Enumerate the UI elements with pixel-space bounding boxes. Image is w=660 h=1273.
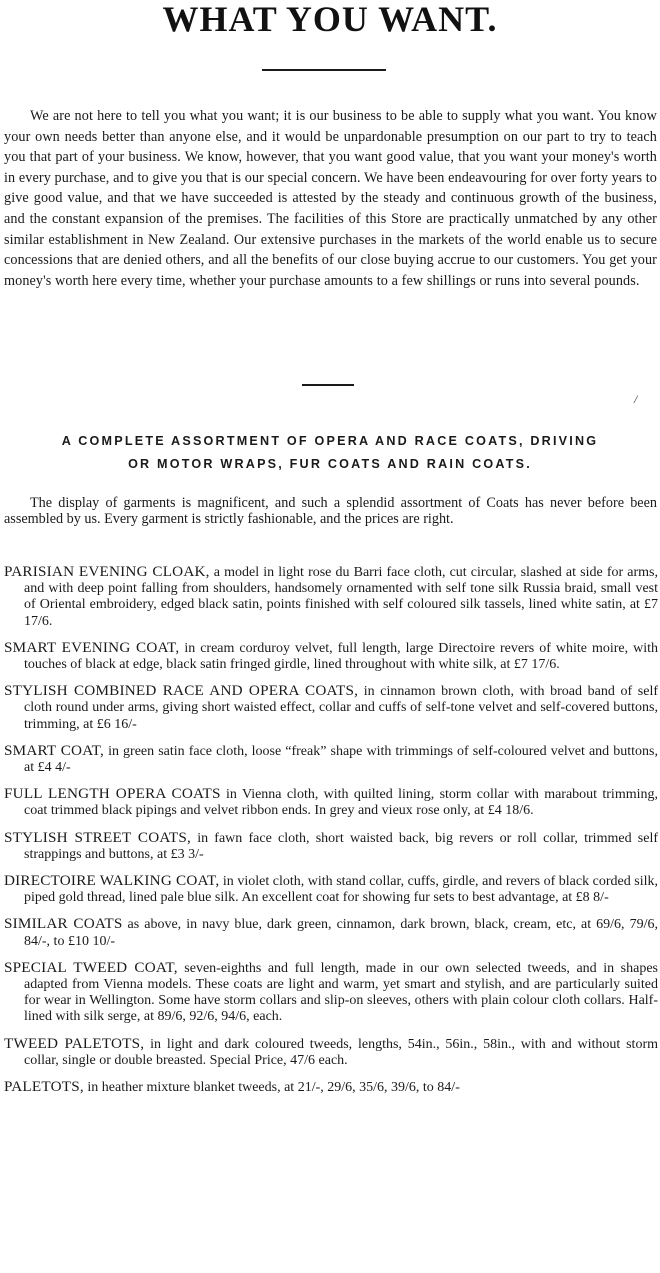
item-description: in Vienna cloth, with quilted lining, storm collar with marabout trimming, coat trimmed black pipings and velvet ribbon ends. In grey and vieux rose only, at £4 18/6.: [24, 787, 658, 819]
item-name: STYLISH COMBINED RACE AND OPERA COATS,: [4, 682, 359, 700]
list-item: [4, 873, 658, 906]
item-name: SIMILAR COATS: [4, 915, 123, 933]
list-item: [4, 960, 658, 1026]
list-item: [4, 1079, 658, 1096]
item-description: in heather mixture blanket tweeds, at 21/-, 29/6, 35/6, 39/6, to 84/-: [83, 1080, 460, 1096]
section-subheading: [20, 430, 640, 476]
item-description: in green satin face cloth, loose “freak” shape with trimmings of self-coloured velvet and buttons, at £4 4/-: [24, 743, 658, 776]
stray-mark: /: [634, 392, 638, 406]
item-description: seven-eighths and full length, made in our own selected tweeds, and in shapes adapted from Vienna models. These coats are light and warm, yet smart and stylish, and are particularly suited for wear in Wellington. Some have storm collars and slip-on sleeves, others with plain colour cloth collars. Half-lined with silk serge, at 89/6, 92/6, 94/6, each.: [24, 960, 659, 1025]
divider-middle: [302, 384, 354, 386]
item-description: in light and dark coloured tweeds, lengths, 54in., 56in., 58in., with and without storm collar, single or double breasted. Special Price, 47/6 each.: [24, 1036, 659, 1068]
intro-paragraph: We are not here to tell you what you want; it is our business to be able to supply what you want. You know your own needs better than anyone else, and it would be unpardonable presumption on our part to try to teach you that part of your business. We know, however, that you want good value, that you want your money's worth in every purchase, and to give you that is our special concern. We have been endeavouring for over forty years to give good value, and that we have succeeded is attested by the steady and continuous growth of the business, and the constant expansion of the premises. The facilities of this Store are practically unmatched by any other similar establishment in New Zealand. Our extensive purchases in the markets of the world enable us to secure concessions that are denied others, and all the benefits of our close buying accrue to our customers. You get your money's worth here every time, whether your purchase amounts to a few shillings or runs into several pounds.: [4, 108, 657, 289]
list-item: [4, 786, 658, 819]
item-name: SMART EVENING COAT,: [4, 638, 180, 656]
item-description: in violet cloth, with stand collar, cuffs, girdle, and revers of black corded silk, piped gold thread, lined pale blue silk. An excellent coat for showing fur sets to best advantage, at £8 8/-: [24, 874, 658, 906]
item-name: FULL LENGTH OPERA COATS: [4, 785, 221, 803]
item-name: STYLISH STREET COATS,: [4, 828, 191, 846]
list-item: [4, 564, 658, 630]
list-item: [4, 683, 658, 733]
list-item: [4, 640, 658, 673]
list-item: [4, 830, 658, 863]
coat-listing: [4, 564, 658, 1096]
list-item: [4, 743, 658, 776]
subheading-line-1: A COMPLETE ASSORTMENT OF OPERA AND RACE COATS, DRIVING: [61, 434, 599, 448]
item-name: SMART COAT,: [4, 741, 105, 759]
item-description: in fawn face cloth, short waisted back, big revers or roll collar, trimmed self strappings and buttons, at £3 3/-: [24, 830, 658, 862]
headline: WHAT YOU WANT.: [162, 0, 498, 39]
item-description: a model in light rose du Barri face cloth, cut circular, slashed at side for arms, and with deep point falling from shoulders, handsomely ornamented with self tone silk Russia braid, small vest of Oriental embroidery, edged black satin, points finished with self coloured silk tassels, lined white satin, at £7 17/6.: [24, 565, 658, 629]
item-description: in cream corduroy velvet, full length, large Directoire revers of white moire, with touches of black at edge, black satin fringed girdle, lined throughout with white silk, at £7 17/6.: [24, 640, 659, 673]
item-description: as above, in navy blue, dark green, cinnamon, dark brown, black, cream, etc, at 69/6, 79/6, 84/-, to £10 10/-: [24, 917, 658, 949]
display-paragraph: The display of garments is magnificent, and such a splendid assortment of Coats has never before been assembled by us. Every garment is strictly fashionable, and the prices are right.: [4, 495, 657, 527]
item-name: SPECIAL TWEED COAT,: [4, 958, 178, 976]
subheading-line-2: OR MOTOR WRAPS, FUR COATS AND RAIN COATS.: [128, 457, 532, 471]
item-description: in cinnamon brown cloth, with broad band of self cloth round under arms, giving short waisted effect, collar and cuffs of self-tone velvet and self-covered buttons, trimming, at £6 16/-: [24, 684, 659, 732]
item-name: PARISIAN EVENING CLOAK,: [4, 563, 210, 580]
item-name: PALETOTS,: [4, 1078, 84, 1096]
item-name: DIRECTOIRE WALKING COAT,: [4, 872, 220, 890]
list-item: [4, 1036, 658, 1069]
item-name: TWEED PALETOTS,: [4, 1034, 145, 1052]
list-item: [4, 916, 658, 949]
divider-top: [262, 69, 386, 71]
